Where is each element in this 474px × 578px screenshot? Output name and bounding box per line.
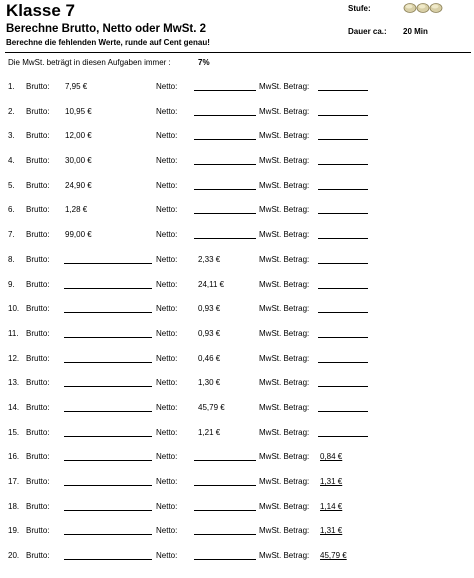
netto-value: 45,79 € [198,402,225,412]
stone-icon [404,4,416,13]
task-list [0,82,474,576]
mwst-answer-blank[interactable] [318,115,368,116]
mwst-label: MwSt. Betrag: [259,477,310,486]
brutto-answer-blank[interactable] [64,337,152,338]
mwst-answer-blank[interactable] [318,164,368,165]
task-number: 19. [8,526,20,536]
brutto-label: Brutto: [26,378,50,388]
netto-answer-blank[interactable] [194,460,256,461]
task-number: 12. [8,353,20,363]
mwst-answer-blank[interactable] [318,362,368,363]
task-row [0,526,474,551]
netto-label: Netto: [156,526,178,536]
mwst-label: MwSt. Betrag: [259,254,310,264]
netto-label: Netto: [156,452,178,462]
worksheet-subtitle: Berechne Brutto, Netto oder MwSt. 2 [6,23,206,35]
brutto-answer-blank[interactable] [64,534,152,535]
vat-info-text: Die MwSt. beträgt in diesen Aufgaben immer : [8,58,171,67]
task-number: 7. [8,230,15,240]
task-number: 5. [8,180,15,190]
brutto-label: Brutto: [26,353,50,363]
mwst-label: MwSt. Betrag: [259,131,310,141]
task-row [0,107,474,132]
stufe-label: Stufe: [348,4,371,13]
netto-label: Netto: [156,106,178,116]
mwst-label: MwSt. Betrag: [259,156,310,166]
mwst-label: MwSt. Betrag: [259,82,310,91]
brutto-label: Brutto: [26,106,50,116]
netto-label: Netto: [156,477,178,486]
netto-answer-blank[interactable] [194,90,256,91]
mwst-label: MwSt. Betrag: [259,402,310,412]
mwst-answer-blank[interactable] [318,189,368,190]
netto-label: Netto: [156,304,178,314]
dauer-value: 20 Min [403,27,428,36]
task-number: 11. [8,328,19,338]
brutto-label: Brutto: [26,551,50,561]
task-row [0,428,474,453]
mwst-answer-blank[interactable] [318,337,368,338]
task-number: 18. [8,501,20,511]
task-row [0,181,474,206]
task-number: 8. [8,254,15,264]
netto-label: Netto: [156,254,178,264]
mwst-answer-blank[interactable] [318,213,368,214]
task-number: 14. [8,402,20,412]
netto-value: 0,46 € [198,353,221,363]
brutto-label: Brutto: [26,230,50,240]
netto-label: Netto: [156,378,178,388]
brutto-label: Brutto: [26,82,50,91]
netto-label: Netto: [156,551,178,561]
netto-label: Netto: [156,205,178,215]
netto-label: Netto: [156,131,178,141]
netto-answer-blank[interactable] [194,238,256,239]
brutto-label: Brutto: [26,328,50,338]
task-row [0,82,474,107]
netto-label: Netto: [156,501,178,511]
task-number: 4. [8,156,15,166]
mwst-label: MwSt. Betrag: [259,353,310,363]
mwst-answer-blank[interactable] [318,90,368,91]
brutto-value: 10,95 € [65,106,92,116]
brutto-answer-blank[interactable] [64,411,152,412]
task-row [0,403,474,428]
task-row [0,156,474,181]
netto-label: Netto: [156,82,178,91]
netto-label: Netto: [156,328,178,338]
brutto-value: 12,00 € [65,131,92,141]
task-number: 13. [8,378,20,388]
task-row [0,551,474,576]
task-row [0,329,474,354]
brutto-value: 30,00 € [65,156,92,166]
netto-value: 1,30 € [198,378,221,388]
header-divider [5,52,471,53]
brutto-value: 7,95 € [65,82,88,91]
task-number: 3. [8,131,15,141]
brutto-answer-blank[interactable] [64,312,152,313]
task-row [0,378,474,403]
brutto-answer-blank[interactable] [64,436,152,437]
mwst-answer-blank[interactable] [318,139,368,140]
netto-answer-blank[interactable] [194,559,256,560]
brutto-label: Brutto: [26,180,50,190]
netto-answer-blank[interactable] [194,485,256,486]
netto-label: Netto: [156,180,178,190]
brutto-answer-blank[interactable] [64,288,152,289]
mwst-label: MwSt. Betrag: [259,106,310,116]
dauer-label: Dauer ca.: [348,27,387,36]
netto-answer-blank[interactable] [194,510,256,511]
mwst-label: MwSt. Betrag: [259,279,310,289]
mwst-label: MwSt. Betrag: [259,526,310,536]
brutto-value: 1,28 € [65,205,88,215]
netto-value: 0,93 € [198,328,221,338]
task-row [0,280,474,305]
brutto-label: Brutto: [26,304,50,314]
task-number: 20. [8,551,20,561]
mwst-value: 0,84 € [320,452,343,462]
mwst-value: 1,14 € [320,501,343,511]
mwst-value: 1,31 € [320,526,343,536]
mwst-answer-blank[interactable] [318,288,368,289]
brutto-label: Brutto: [26,427,50,437]
vat-rate: 7% [198,58,210,67]
mwst-label: MwSt. Betrag: [259,304,310,314]
netto-value: 24,11 € [198,279,225,289]
task-row [0,255,474,280]
netto-label: Netto: [156,427,178,437]
task-row [0,304,474,329]
brutto-answer-blank[interactable] [64,386,152,387]
brutto-answer-blank[interactable] [64,263,152,264]
task-row [0,354,474,379]
mwst-label: MwSt. Betrag: [259,427,310,437]
task-number: 15. [8,427,20,437]
mwst-answer-blank[interactable] [318,238,368,239]
mwst-answer-blank[interactable] [318,312,368,313]
mwst-label: MwSt. Betrag: [259,180,310,190]
mwst-label: MwSt. Betrag: [259,551,310,561]
netto-label: Netto: [156,279,178,289]
brutto-label: Brutto: [26,477,50,486]
mwst-answer-blank[interactable] [318,411,368,412]
mwst-label: MwSt. Betrag: [259,205,310,215]
netto-answer-blank[interactable] [194,213,256,214]
brutto-value: 99,00 € [65,230,92,240]
brutto-answer-blank[interactable] [64,510,152,511]
brutto-label: Brutto: [26,279,50,289]
task-number: 17. [8,477,20,486]
mwst-answer-blank[interactable] [318,436,368,437]
mwst-label: MwSt. Betrag: [259,378,310,388]
worksheet-title: Klasse 7 [6,1,75,20]
task-number: 16. [8,452,20,462]
worksheet-instruction: Berechne die fehlenden Werte, runde auf Cent genau! [6,38,210,47]
netto-answer-blank[interactable] [194,139,256,140]
mwst-label: MwSt. Betrag: [259,230,310,240]
mwst-label: MwSt. Betrag: [259,501,310,511]
netto-label: Netto: [156,353,178,363]
mwst-label: MwSt. Betrag: [259,452,310,462]
brutto-answer-blank[interactable] [64,559,152,560]
mwst-answer-blank[interactable] [318,386,368,387]
netto-value: 2,33 € [198,254,221,264]
brutto-answer-blank[interactable] [64,362,152,363]
difficulty-icons [403,0,443,14]
task-number: 10. [8,304,20,314]
task-row [0,477,474,502]
netto-answer-blank[interactable] [194,115,256,116]
brutto-answer-blank[interactable] [64,485,152,486]
netto-answer-blank[interactable] [194,189,256,190]
brutto-label: Brutto: [26,452,50,462]
brutto-label: Brutto: [26,501,50,511]
task-row [0,230,474,255]
brutto-label: Brutto: [26,254,50,264]
task-row [0,502,474,527]
brutto-label: Brutto: [26,402,50,412]
task-row [0,452,474,477]
mwst-value: 45,79 € [320,551,347,561]
mwst-answer-blank[interactable] [318,263,368,264]
task-number: 9. [8,279,15,289]
vat-info [8,58,210,67]
task-number: 6. [8,205,15,215]
brutto-label: Brutto: [26,131,50,141]
stone-icon [417,4,429,13]
netto-answer-blank[interactable] [194,164,256,165]
task-number: 2. [8,106,15,116]
brutto-answer-blank[interactable] [64,460,152,461]
netto-answer-blank[interactable] [194,534,256,535]
netto-label: Netto: [156,402,178,412]
brutto-label: Brutto: [26,526,50,536]
mwst-label: MwSt. Betrag: [259,328,310,338]
mwst-value: 1,31 € [320,477,343,486]
netto-value: 0,93 € [198,304,221,314]
brutto-label: Brutto: [26,205,50,215]
netto-value: 1,21 € [198,427,221,437]
task-row [0,131,474,156]
brutto-label: Brutto: [26,156,50,166]
netto-label: Netto: [156,156,178,166]
netto-label: Netto: [156,230,178,240]
task-number: 1. [8,82,15,91]
task-row [0,205,474,230]
brutto-value: 24,90 € [65,180,92,190]
stone-icon [430,4,442,13]
